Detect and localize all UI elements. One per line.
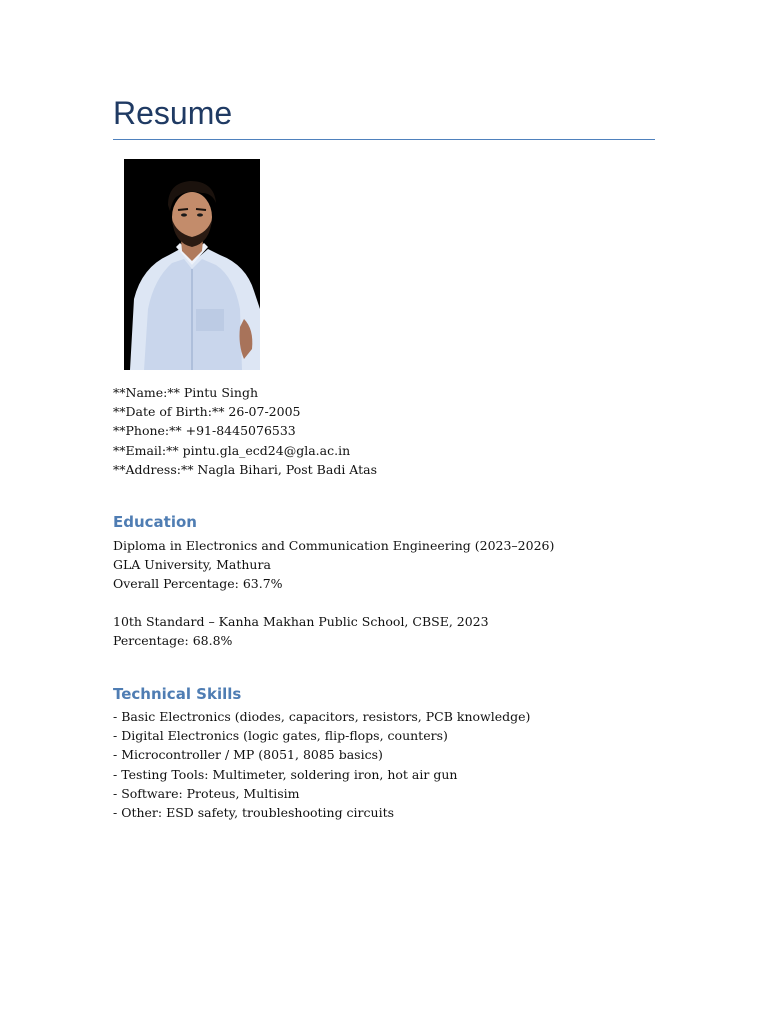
diploma-line: Diploma in Electronics and Communication Engineering (2023–2026) — [113, 538, 555, 553]
skill-item: - Other: ESD safety, troubleshooting circuits — [113, 804, 395, 820]
university-line: GLA University, Mathura — [113, 557, 271, 573]
skill-item: - Digital Electronics (logic gates, flip-flops, counters) — [113, 728, 448, 744]
page-title: Resume — [113, 95, 233, 131]
profile-photo — [124, 159, 260, 370]
skill-item: - Testing Tools: Multimeter, soldering iron, hot air gun — [113, 766, 458, 782]
education-school — [113, 612, 489, 650]
skill-item: - Software: Proteus, Multisim — [113, 785, 300, 801]
email-line: **Email:** pintu.gla_ecd24@gla.ac.in — [113, 442, 351, 458]
school-percentage-line: Percentage: 68.8% — [113, 633, 233, 649]
school-line: 10th Standard – Kanha Makhan Public School, CBSE, 2023 — [113, 614, 489, 629]
diploma-percentage-line: Overall Percentage: 63.7% — [113, 576, 283, 592]
education-heading: Education — [113, 513, 197, 531]
title-divider — [113, 139, 655, 140]
name-line: **Name:** Pintu Singh — [113, 385, 258, 400]
skill-item: - Microcontroller / MP (8051, 8085 basics) — [113, 747, 383, 763]
skills-list — [113, 707, 530, 822]
dob-line: **Date of Birth:** 26-07-2005 — [113, 404, 301, 420]
education-diploma — [113, 536, 554, 594]
skill-item: - Basic Electronics (diodes, capacitors, resistors, PCB knowledge) — [113, 709, 531, 724]
personal-details — [113, 383, 377, 479]
phone-line: **Phone:** +91-8445076533 — [113, 423, 296, 439]
address-line: **Address:** Nagla Bihari, Post Badi Atas — [113, 461, 377, 477]
skills-heading: Technical Skills — [113, 685, 242, 703]
